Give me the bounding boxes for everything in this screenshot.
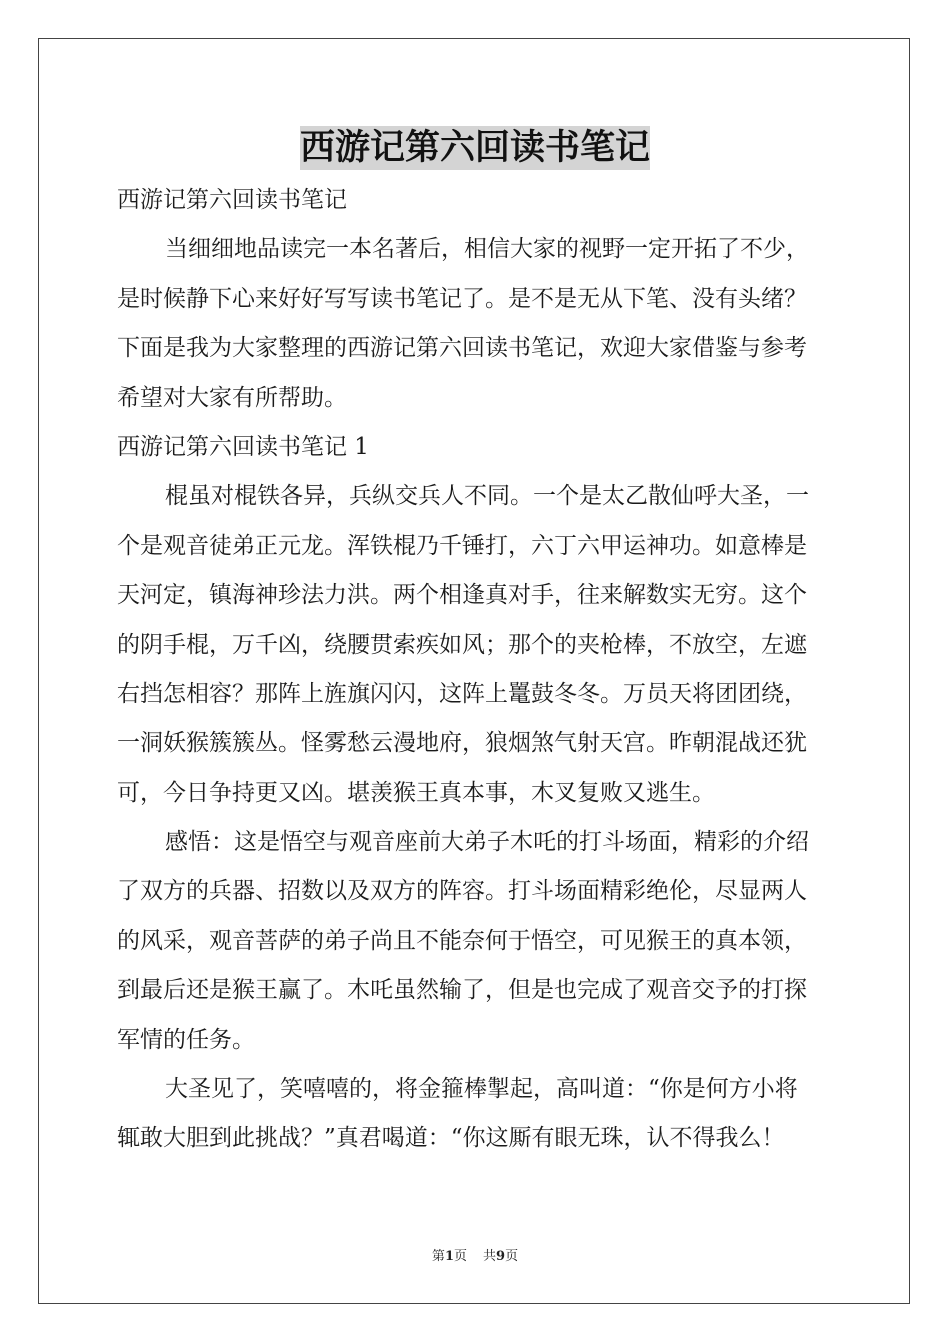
text-line: 到最后还是猴王赢了。木吒虽然输了，但是也完成了观音交予的打探: [117, 977, 807, 1004]
text-line: 了双方的兵器、招数以及双方的阵容。打斗场面精彩绝伦，尽显两人: [117, 878, 807, 905]
footer-total-prefix: 共: [483, 1249, 497, 1264]
footer-total-unit: 页: [505, 1249, 519, 1264]
footer-page-prefix: 第: [431, 1249, 445, 1264]
document-body: [117, 176, 835, 1164]
footer-total-pages: 9: [496, 1249, 506, 1264]
footer-page-unit: 页: [453, 1249, 467, 1264]
text-line: 西游记第六回读书笔记: [117, 187, 347, 213]
text-line: 天河定，镇海神珍法力洪。两个相逢真对手，往来解数实无穷。这个: [117, 582, 807, 609]
text-line: 下面是我为大家整理的西游记第六回读书笔记，欢迎大家借鉴与参考: [117, 335, 807, 362]
text-line: 希望对大家有所帮助。: [117, 384, 347, 411]
document-title: 西游记第六回读书笔记: [299, 128, 650, 168]
text-line: 感悟：这是悟空与观音座前大弟子木吒的打斗场面，精彩的介绍: [165, 829, 809, 856]
text-line: 当细细地品读完一本名著后，相信大家的视野一定开拓了不少，: [165, 236, 809, 263]
text-line: 棍虽对棍铁各异，兵纵交兵人不同。一个是太乙散仙呼大圣，一: [165, 483, 809, 510]
footer-page-number: 1: [444, 1249, 454, 1264]
text-line: 是时候静下心来好好写写读书笔记了。是不是无从下笔、没有头绪？: [117, 285, 807, 312]
text-line: 辄敢大胆到此挑战？”真君喝道：“你这厮有眼无珠，认不得我么！: [117, 1125, 785, 1152]
text-line: 西游记第六回读书笔记 1: [117, 433, 369, 460]
page-footer: [0, 1245, 950, 1264]
text-line: 一洞妖猴簇簇丛。怪雾愁云漫地府，狼烟煞气射天宫。昨朝混战还犹: [117, 730, 807, 757]
text-line: 个是观音徒弟正元龙。浑铁棍乃千锤打，六丁六甲运神功。如意棒是: [117, 532, 807, 559]
text-line: 右挡怎相容？那阵上旌旗闪闪，这阵上鼍鼓冬冬。万员天将团团绕，: [117, 680, 807, 707]
text-line: 大圣见了，笑嘻嘻的，将金箍棒掣起，高叫道：“你是何方小将: [165, 1076, 798, 1103]
title-container: [0, 126, 950, 170]
text-line: 军情的任务。: [117, 1026, 255, 1053]
text-line: 的阴手棍，万千凶，绕腰贯索疾如风；那个的夹枪棒，不放空，左遮: [117, 631, 807, 658]
text-line: 的风采，观音菩萨的弟子尚且不能奈何于悟空，可见猴王的真本领，: [117, 927, 807, 954]
text-line: 可，今日争持更又凶。堪羡猴王真本事，木叉复败又逃生。: [117, 779, 715, 806]
